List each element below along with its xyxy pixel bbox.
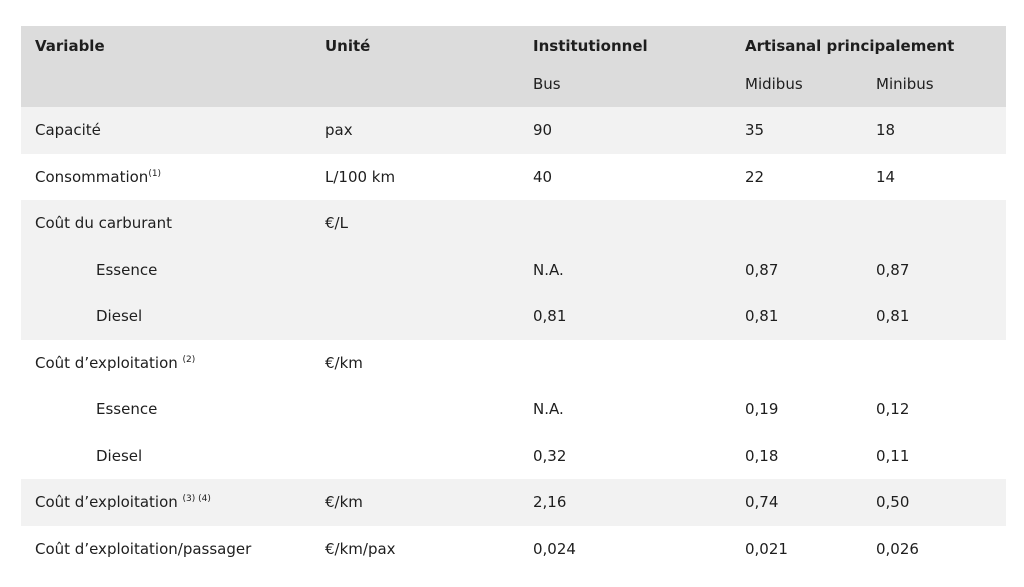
row-unit: pax [325,121,353,140]
row-label [35,493,211,511]
row-midibus: 0,18 [745,446,779,465]
table-row [21,479,1006,526]
row-bus: N.A. [533,400,564,419]
table-row [21,340,1006,387]
header-artisanal: Artisanal principalement [745,37,955,55]
row-bus: 2,16 [533,493,567,512]
row-footnote: (2) [182,354,196,365]
row-label-text: Diesel [96,446,143,465]
table-row [21,247,1006,294]
table-row [21,433,1006,480]
row-midibus: 0,74 [745,493,779,512]
table-row [21,154,1006,201]
row-midibus: 0,021 [745,539,788,558]
row-label-text: Coût d’exploitation [35,493,183,512]
row-label [35,540,251,558]
row-bus: 90 [533,121,553,140]
row-unit: €/km [325,353,363,372]
row-unit: L/100 km [325,167,396,186]
row-label-text: Coût d’exploitation/passager [35,539,252,558]
row-label [96,261,157,279]
table-header [21,26,1006,107]
row-minibus: 14 [876,167,896,186]
row-unit: €/km/pax [325,539,396,558]
row-minibus: 0,11 [876,446,910,465]
row-label [96,447,142,465]
row-footnote: (1) [148,168,162,179]
header-minibus: Minibus [876,75,934,93]
header-midibus: Midibus [745,75,803,93]
table-row [21,386,1006,433]
header-bus: Bus [533,75,561,93]
row-minibus: 0,50 [876,493,910,512]
row-label [35,168,161,186]
row-unit: €/km [325,493,363,512]
row-minibus: 0,12 [876,400,910,419]
row-label-text: Coût d’exploitation [35,353,183,372]
row-label [96,400,157,418]
row-bus: 0,024 [533,539,576,558]
row-midibus: 22 [745,167,765,186]
row-bus: 0,81 [533,307,567,326]
header-variable: Variable [35,37,105,55]
row-label-text: Coût du carburant [35,214,172,233]
table-row [21,200,1006,247]
table-row [21,526,1006,573]
row-midibus: 0,19 [745,400,779,419]
row-label [35,121,101,139]
row-midibus: 0,87 [745,260,779,279]
row-unit: €/L [325,214,348,233]
row-minibus: 0,026 [876,539,919,558]
row-label [96,307,142,325]
row-label-text: Essence [96,400,158,419]
table-row [21,293,1006,340]
row-label-text: Diesel [96,307,143,326]
row-footnote: (3) (4) [182,494,211,505]
row-bus: 0,32 [533,446,567,465]
row-bus: N.A. [533,260,564,279]
row-label-text: Capacité [35,121,101,140]
row-minibus: 0,81 [876,307,910,326]
header-unite: Unité [325,37,371,55]
row-label [35,354,195,372]
row-label-text: Consommation [35,167,149,186]
row-minibus: 0,87 [876,260,910,279]
row-midibus: 35 [745,121,765,140]
row-midibus: 0,81 [745,307,779,326]
table-row [21,107,1006,154]
row-label-text: Essence [96,260,158,279]
header-institutionnel: Institutionnel [533,37,648,55]
row-label [35,214,172,232]
cost-table [21,26,1006,572]
row-minibus: 18 [876,121,896,140]
row-bus: 40 [533,167,553,186]
